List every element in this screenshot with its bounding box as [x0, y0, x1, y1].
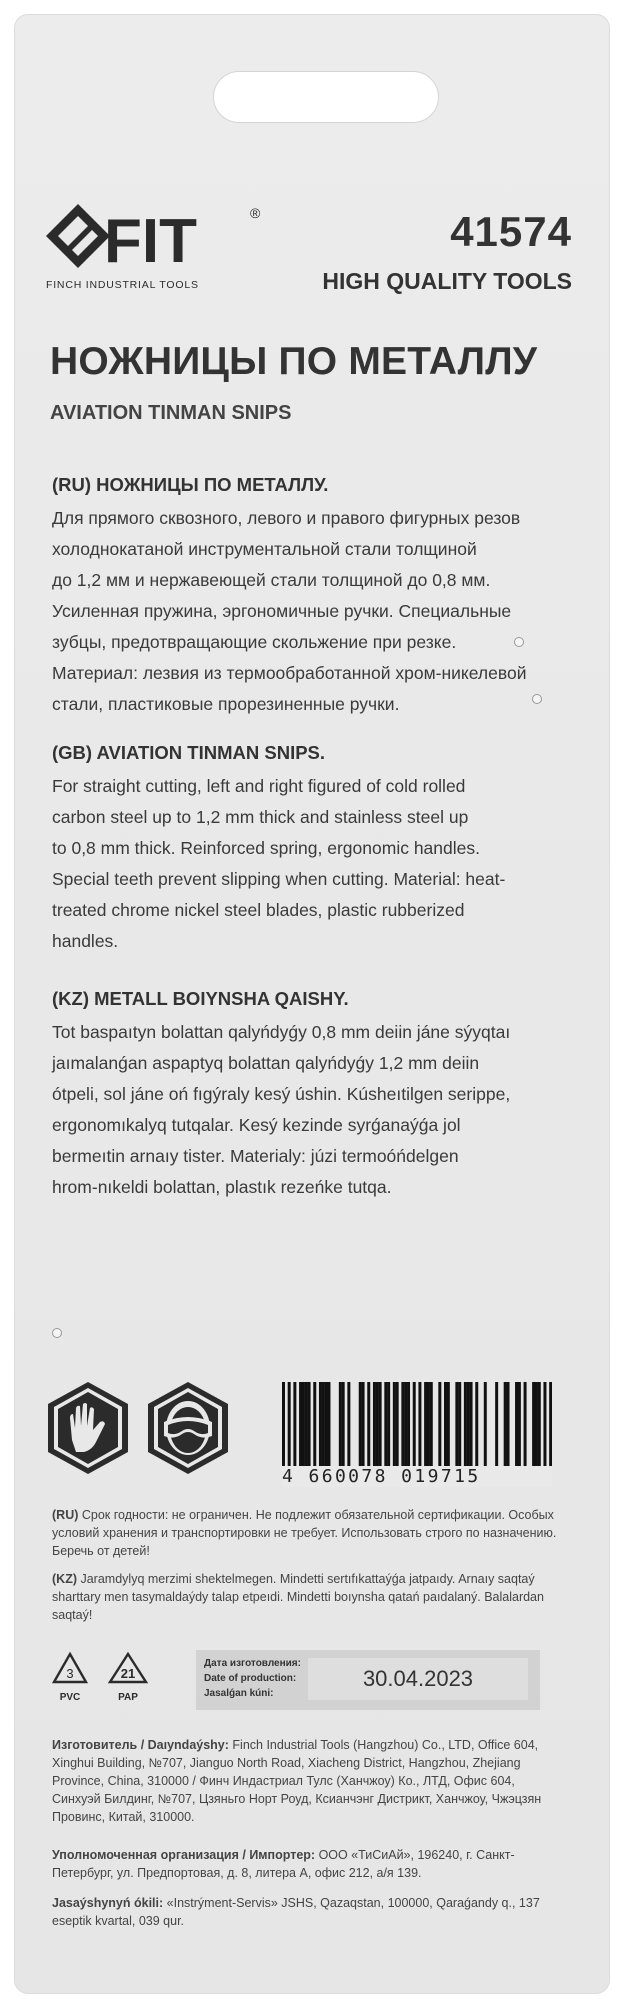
- barcode-bar: [396, 1382, 399, 1468]
- section-line: Special teeth prevent slipping when cutting. Material: heat-: [52, 869, 506, 889]
- barcode-bar: [475, 1382, 478, 1468]
- barcode-bar: [305, 1382, 308, 1468]
- barcode-bar: [413, 1382, 416, 1468]
- barcode-bar: [367, 1382, 370, 1468]
- barcode-bar: [524, 1382, 527, 1468]
- barcode-bar: [430, 1382, 433, 1468]
- date-label-kz: Jasalǵan kúni:: [204, 1688, 274, 1699]
- section-line: стали, пластиковые прорезиненные ручки.: [52, 694, 400, 714]
- barcode-bar: [507, 1382, 510, 1468]
- section-kz: [52, 988, 552, 1203]
- section-line: handles.: [52, 931, 119, 951]
- section-line: Материал: лезвия из термообработанной хром-никелевой: [52, 663, 527, 683]
- tagline: HIGH QUALITY TOOLS: [322, 268, 572, 294]
- section-line: hrom-nıkeldi bolattan, plastık rezeńke tutqa.: [52, 1177, 392, 1197]
- section-heading: (KZ) METALL BOIYNSHA QAISHY.: [52, 988, 349, 1009]
- importer-text: ООО «ТиСиАй», 196240, г. Санкт-Петербург, ул. Предпортовая, д. 8, литера А, офис 212, а/я 139.: [52, 1848, 515, 1880]
- barcode-bar: [387, 1382, 390, 1468]
- barcode-bar: [401, 1382, 404, 1468]
- model-number: 41574: [450, 208, 572, 255]
- barcode-bar: [424, 1382, 427, 1468]
- barcode-bar: [319, 1382, 322, 1468]
- rivet-icon: [514, 637, 524, 647]
- barcode-bar: [347, 1382, 350, 1468]
- barcode-bar: [532, 1382, 535, 1468]
- kz-agent-info: [52, 1894, 562, 1930]
- barcode-bar: [288, 1382, 291, 1468]
- barcode-bar: [504, 1382, 507, 1468]
- rivet-icon: [52, 1328, 62, 1338]
- production-date-labels: [204, 1656, 301, 1701]
- barcode-bar: [302, 1382, 305, 1468]
- section-line: зубцы, предотвращающие скольжение при резке.: [52, 632, 457, 652]
- barcode-bar: [438, 1382, 441, 1468]
- barcode-digits: 4 660078 019715: [282, 1466, 552, 1487]
- barcode-bar: [458, 1382, 461, 1468]
- recycle-symbols: [50, 1650, 170, 1722]
- section-line: до 1,2 мм и нержавеющей стали толщиной до 0,8 мм.: [52, 570, 491, 590]
- barcode-bar: [325, 1382, 328, 1468]
- barcode-bar: [299, 1382, 302, 1468]
- barcode-bar: [535, 1382, 538, 1468]
- recycle-pvc-icon: [54, 1654, 86, 1703]
- info-ru: [52, 1506, 562, 1560]
- product-title-ru: НОЖНИЦЫ ПО МЕТАЛЛУ: [50, 340, 538, 383]
- brand-subtitle: FINCH INDUSTRIAL TOOLS: [46, 279, 199, 291]
- info-kz-label: (KZ): [52, 1572, 77, 1586]
- section-line: холоднокатаной инструментальной стали толщиной: [52, 539, 477, 559]
- fit-logo-graphic: [38, 196, 268, 296]
- barcode-bar: [549, 1382, 552, 1468]
- manufacturer-info: [52, 1736, 562, 1826]
- barcode-bar: [327, 1382, 330, 1468]
- barcode-bar: [467, 1382, 470, 1468]
- barcode-bar: [484, 1382, 487, 1468]
- section-ru: [52, 474, 552, 720]
- manufacturer-text: Finch Industrial Tools (Hangzhou) Co., LTD, Office 604, Xinghui Building, №707, Jianguo North Road, Xiacheng District, Hangzhou, Zhejiang Province, China, 310000 / Финч Индастриал Тулс (Ханчжоу) Ко., ЛТД, Офис 604, Синхуэй Билдинг, №707, Цзяньго Норт Роуд, Ксианчэнг Дистрикт, Ханчжоу, Чжэцзян Провинс, Китай, 310000.: [52, 1738, 542, 1824]
- section-line: For straight cutting, left and right figured of cold rolled: [52, 776, 466, 796]
- kz-agent-text: «Instrýment-Servis» JSHS, Qazaqstan, 100000, Qaraǵandy q., 137 eseptik kvartal, 039 qur.: [52, 1896, 540, 1928]
- section-line: carbon steel up to 1,2 mm thick and stainless steel up: [52, 807, 469, 827]
- barcode-bar: [342, 1382, 345, 1468]
- section-line: to 0,8 mm thick. Reinforced spring, ergonomic handles.: [52, 838, 480, 858]
- barcode-bar: [404, 1382, 407, 1468]
- section-heading: (RU) НОЖНИЦЫ ПО МЕТАЛЛУ.: [52, 474, 329, 495]
- section-body: [52, 503, 552, 720]
- section-line: treated chrome nickel steel blades, plastic rubberized: [52, 900, 465, 920]
- date-label-en: Date of production:: [204, 1673, 297, 1684]
- section-line: jaımalanǵan aspaptyq bolattan qalyńdyǵy 1,2 mm deiin: [52, 1053, 480, 1073]
- recycle-code-2: 21: [120, 1666, 136, 1681]
- barcode-bar: [538, 1382, 541, 1468]
- info-ru-text: Срок годности: не ограничен. Не подлежит обязательной сертификации. Особых условий хранения и транспортировки не требует. Использовать строго по назначению. Беречь от детей!: [52, 1508, 557, 1558]
- info-ru-label: (RU): [52, 1508, 79, 1522]
- barcode-bar: [322, 1382, 325, 1468]
- recycle-pap-icon: [110, 1654, 146, 1703]
- hang-hole: [213, 71, 439, 123]
- safety-icons: [44, 1378, 244, 1478]
- barcode-bar: [427, 1382, 430, 1468]
- barcode-bar: [308, 1382, 311, 1468]
- section-line: ótpeli, sol jáne oń fıgýraly kesý úshin. Kúsheıtilgen serippe,: [52, 1084, 511, 1104]
- barcode-bar: [339, 1382, 342, 1468]
- registered-mark: ®: [250, 205, 261, 221]
- recycle-label-2: PAP: [118, 1692, 138, 1703]
- section-body: [52, 1017, 552, 1203]
- barcode-bar: [313, 1382, 316, 1468]
- info-kz-text: Jaramdylyq merzimi shektelmegen. Mindetti sertıfıkattaýǵa jatpaıdy. Arnaıy saqtaý sharttary men tasymaldaýdy talap etpeıdi. Mindetti boıynsha qatań paıdalaný. Balalardan saqtaý!: [52, 1572, 544, 1622]
- production-date-box: [196, 1650, 540, 1710]
- section-heading: (GB) AVIATION TINMAN SNIPS.: [52, 742, 326, 763]
- barcode-bar: [393, 1382, 396, 1468]
- barcode-bar: [470, 1382, 473, 1468]
- barcode-bar: [518, 1382, 521, 1468]
- section-line: Усиленная пружина, эргономичные ручки. Специальные: [52, 601, 512, 621]
- barcode-bar: [444, 1382, 447, 1468]
- importer-info: [52, 1846, 562, 1882]
- fit-logo: [38, 196, 268, 296]
- section-line: Tot baspaıtyn bolattan qalyńdyǵy 0,8 mm deiin jáne sýyqtaı: [52, 1022, 511, 1042]
- importer-label: Уполномоченная организация / Импортер:: [52, 1848, 316, 1862]
- barcode-bar: [495, 1382, 498, 1468]
- barcode-bar: [515, 1382, 518, 1468]
- barcode-bar: [362, 1382, 365, 1468]
- barcode-bar: [379, 1382, 382, 1468]
- gloves-icon: [48, 1382, 128, 1474]
- section-line: bermeıtin arnaıy tister. Materialy: júzi termoóńdelgen: [52, 1146, 459, 1166]
- info-kz: [52, 1570, 562, 1624]
- manufacturer-label: Изготовитель / Daıyndaýshy:: [52, 1738, 229, 1752]
- barcode-bar: [282, 1382, 285, 1468]
- barcode-bar: [418, 1382, 421, 1468]
- section-line: ergonomıkalyq tutqalar. Kesý kezinde syrǵanaýǵa jol: [52, 1115, 461, 1135]
- barcode-bars: [282, 1382, 552, 1472]
- section-body: [52, 771, 552, 957]
- section-gb: [52, 742, 552, 957]
- barcode-bar: [407, 1382, 410, 1468]
- rivet-icon: [532, 694, 542, 704]
- barcode-bar: [464, 1382, 467, 1468]
- date-label-ru: Дата изготовления:: [204, 1658, 301, 1669]
- barcode-bar: [543, 1382, 546, 1468]
- section-line: Для прямого сквозного, левого и правого фигурных резов: [52, 508, 521, 528]
- brand-text: FIT: [104, 207, 197, 276]
- barcode-bar: [455, 1382, 458, 1468]
- barcode-bar: [447, 1382, 450, 1468]
- recycle-code-1: 3: [66, 1666, 74, 1681]
- goggles-icon: [148, 1382, 228, 1474]
- barcode-bar: [293, 1382, 296, 1468]
- barcode-bar: [373, 1382, 376, 1468]
- barcode-bar: [384, 1382, 387, 1468]
- barcode-bar: [359, 1382, 362, 1468]
- production-date-value: 30.04.2023: [308, 1658, 528, 1700]
- barcode-bar: [376, 1382, 379, 1468]
- recycle-label-1: PVC: [59, 1692, 81, 1703]
- kz-agent-label: Jasaýshynyń ókili:: [52, 1896, 164, 1910]
- product-title-en: AVIATION TINMAN SNIPS: [50, 402, 292, 424]
